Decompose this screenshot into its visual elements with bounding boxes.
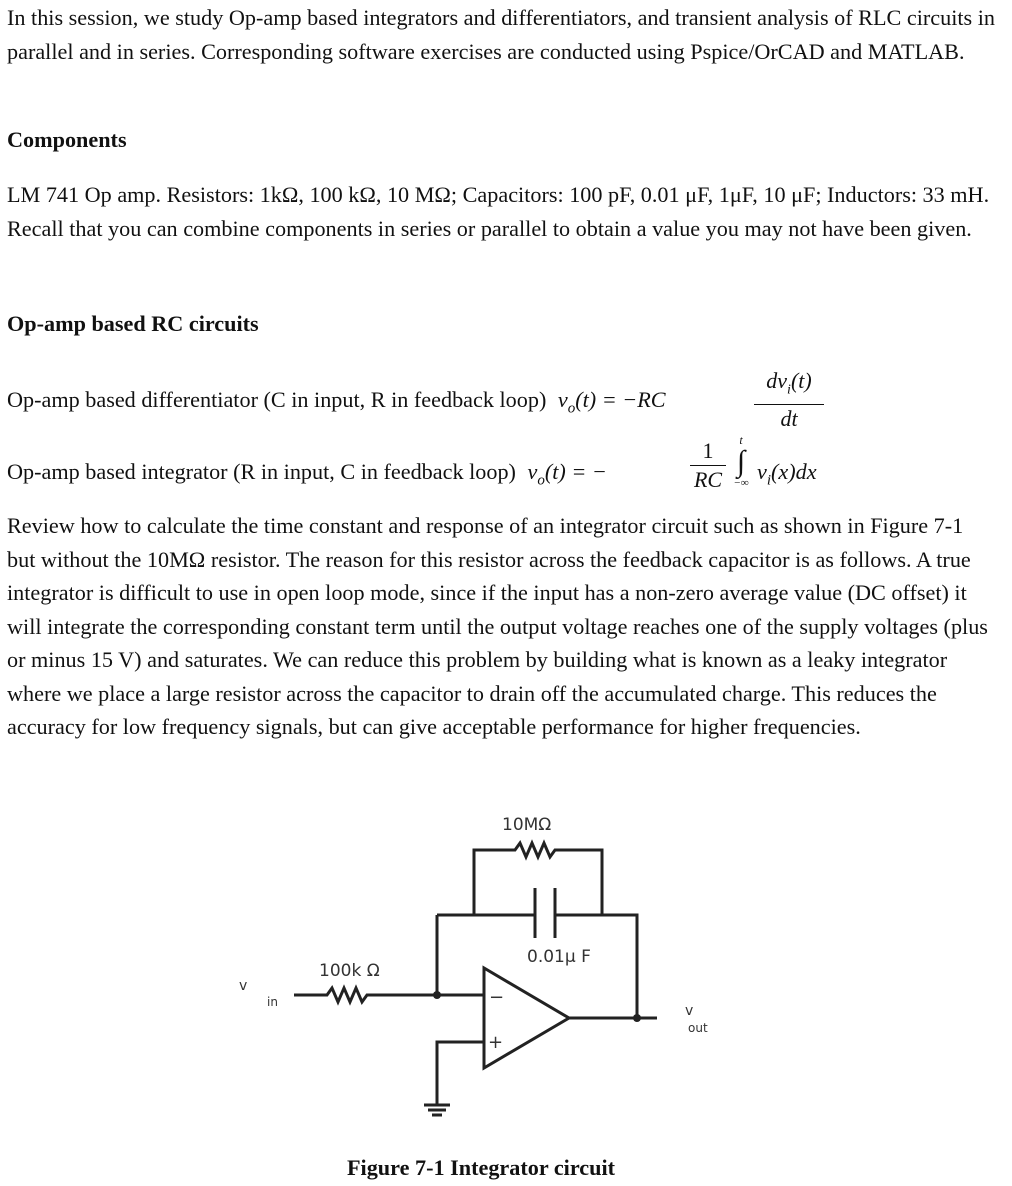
components-heading: Components (7, 127, 127, 152)
ground-wire (437, 1042, 484, 1105)
node-dot-output (633, 1014, 641, 1022)
components-paragraph: LM 741 Op amp. Resistors: 1kΩ, 100 kΩ, 10 MΩ; Capacitors: 100 pF, 0.01 μF, 1μF, 10 μF; Inductors: 33 mH. Recall that you can combine components in series or parallel to obtain a value you may not have been given. (7, 182, 990, 241)
diff-denominator: dt (780, 406, 798, 432)
label-vout: v (685, 1003, 694, 1019)
label-vin-sub: in (267, 995, 278, 1009)
label-minus: − (489, 987, 505, 1008)
differentiator-equation (7, 368, 812, 432)
label-input-resistor: 100k Ω (319, 961, 380, 981)
int-lower-limit: −∞ (733, 477, 749, 489)
diff-lhs-sub: o (567, 400, 576, 417)
integrator-label: Op-amp based integrator (R in input, C in feedback loop) (7, 459, 516, 484)
diff-numerator: $dv_i(t)$ (754, 367, 824, 405)
diff-fraction (754, 367, 824, 433)
differentiator-label: Op-amp based differentiator (C in input, R in feedback loop) (7, 387, 547, 412)
intro-paragraph: In this session, we study Op-amp based integrators and differentiators, and transient analysis of RLC circuits in parallel and in series. Corresponding software exercises are conducted using Pspice/OrCAD and MATLAB. (7, 5, 995, 64)
feedback-resistor-wire (474, 843, 602, 915)
label-feedback-resistor: 10MΩ (502, 815, 552, 835)
node-dot-input (433, 991, 441, 999)
int-fraction (690, 437, 726, 494)
label-plus: + (488, 1032, 504, 1053)
figure-caption: Figure 7-1 Integrator circuit (347, 1155, 616, 1180)
rc-circuits-heading: Op-amp based RC circuits (7, 311, 259, 336)
int-upper-limit: t (739, 433, 743, 447)
integrator-circuit-figure (237, 810, 737, 1135)
diff-lhs-arg: (t) = −RC (575, 387, 666, 412)
int-numerator: 1 (690, 437, 726, 466)
int-lhs: v (527, 459, 538, 484)
integral-sign: t ∫ −∞ (731, 433, 751, 493)
review-paragraph: Review how to calculate the time constant and response of an integrator circuit such as shown in Figure 7-1 but without the 10MΩ resistor. The reason for this resistor across the feedback capacitor is as follows. A true integrator is difficult to use in open loop mode, since if the input has a non-zero average value (DC offset) it will integrate the corresponding constant term until the output voltage reaches one of the supply voltages (plus or minus 15 V) and saturates. We can reduce this problem by building what is known as a leaky integrator where we place a large resistor across the capacitor to drain off the accumulated charge. This reduces the accuracy for low frequency signals, but can give acceptable performance for higher frequencies. (7, 513, 988, 739)
int-denominator: RC (693, 467, 723, 492)
label-feedback-capacitor: 0.01μ F (527, 947, 591, 967)
circuit-diagram (237, 810, 737, 1130)
int-lhs-arg: (t) = − (544, 459, 607, 484)
int-lhs-sub: o (537, 472, 545, 489)
diff-lhs: v (557, 387, 568, 412)
opamp-triangle (484, 968, 569, 1068)
integrator-equation (7, 433, 817, 498)
int-integrand: $v_i(x)dx$ (757, 459, 817, 489)
label-vout-sub: out (688, 1021, 708, 1035)
input-resistor-wire (294, 988, 484, 1002)
label-vin: v (239, 978, 248, 994)
